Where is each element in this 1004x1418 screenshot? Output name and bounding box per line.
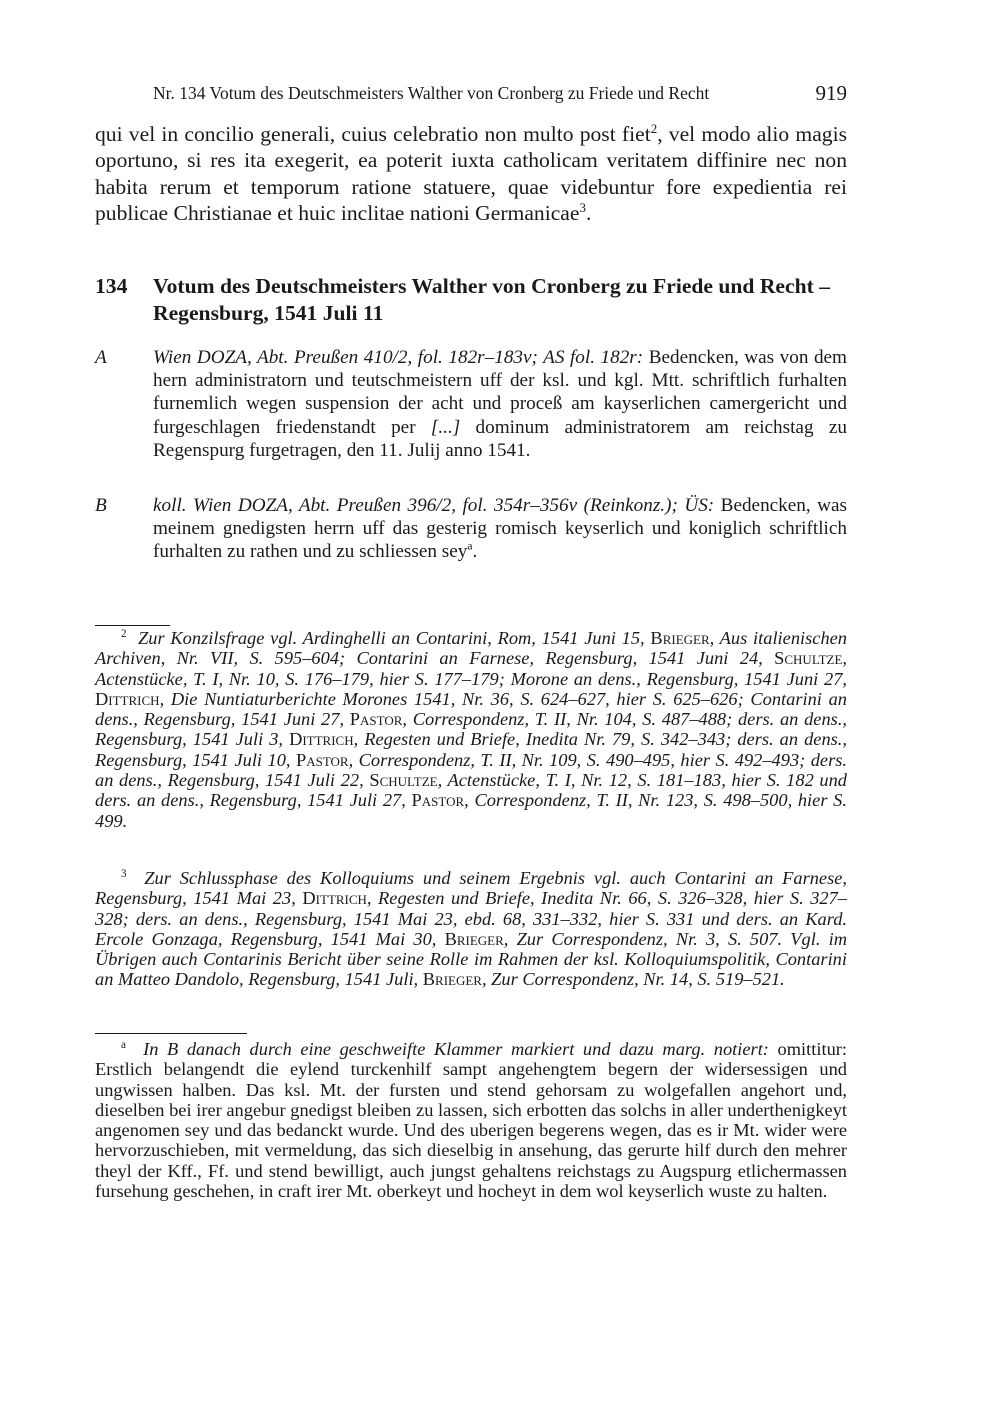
author-name: Schultze xyxy=(774,648,843,669)
footnote-text: , Regesten und Briefe, Inedita Nr. 66, S. 326–328, hier S. 327–328; ders. an dens., Regensburg, 1541 Mai 23, ebd. 68, 331–332, hier S. 331 und ders. an Kard. Ercole Gonzaga, Regensburg, 1541 Mai 30, xyxy=(95,888,847,949)
source-siglum: B xyxy=(95,495,107,516)
source-description: Bedencken, was meinem gnedigsten herrn uff das gesterig romisch keyserlich und koniglich schriftlich furhalten zu rathen und zu schliessen sey xyxy=(153,495,847,563)
textnote-a xyxy=(95,1039,847,1201)
author-name: Brieger xyxy=(444,928,504,949)
author-name: Dittrich xyxy=(95,688,160,709)
footnote-text: , Die Nuntiaturberichte Morones 1541, Nr. 36, S. 624–627, hier S. 625–626; Contarini an dens., Regensburg, 1541 Juni 27, xyxy=(95,688,847,730)
author-name: Brieger xyxy=(422,969,482,990)
footnote-text: , Actenstücke, T. I, Nr. 12, S. 181–183, hier S. 182 und ders. an dens., Regensburg, 1541 Juli 27, xyxy=(95,770,848,811)
source-description: Bedencken, was von dem hern administratorn und teutschmeistern uff der ksl. und kgl. Mtt. schriftlich furhalten furnemlich wegen suspension der acht und proceß am kayserlichen camergericht und furgeschlagen friedenstandt per xyxy=(153,347,847,438)
document-heading xyxy=(95,273,847,327)
footnote-text: , Aus italienischen Archiven, Nr. VII, S. 595–604; Contarini an Farnese, Regensburg, 1541 Juni 24, xyxy=(95,628,848,669)
footnote-ref-2[interactable]: 2 xyxy=(650,120,658,136)
source-archive: koll. Wien DOZA, Abt. Preußen 396/2, fol. 354r–356v (Reinkonz.); ÜS: xyxy=(153,495,715,516)
textnote-editorial: In B danach durch eine geschweifte Klammer markiert und dazu marg. notiert: xyxy=(143,1039,769,1059)
footnote-separator xyxy=(95,625,170,626)
source-archive: Wien DOZA, Abt. Preußen 410/2, fol. 182r–183v; AS fol. 182r: xyxy=(153,347,644,368)
author-name: Dittrich xyxy=(289,729,354,750)
source-entry-b xyxy=(95,494,847,564)
textnote-ref-a[interactable]: a xyxy=(467,541,473,554)
author-name: Pastor xyxy=(411,790,465,811)
author-name: Dittrich xyxy=(302,888,367,909)
footnote-marker: 3 xyxy=(121,867,127,880)
author-name: Schultze xyxy=(369,770,438,791)
footnote-2 xyxy=(95,628,847,831)
document-number: 134 xyxy=(95,274,128,298)
footnote-ref-3[interactable]: 3 xyxy=(579,200,586,216)
textnote-text: omittitur: Erstlich belangendt die eylend turckenhilf sampt angehengtem begern der widersessigen und ungwissen halben. Das ksl. Mt. der fursten und stend gehorsam zu wolgefallen angehort und, dieselben bei irer angebur gnedigst bleiben zu lassen, sich erbotten das solchs in aller underthenigkeyt angenomen sey und das bedanckt wurde. Und des uberigen begerens wegen, das es ir Mt. wider were hervorzuschieben, mit vermeldung, das sich dieselbig in ansehung, das gerurte hilf durch den mehrer theyl der Kff., Ff. und stend bewilligt, auch jungst gehaltens reichstags zu Augspurg etlichermassen fursehung geschehen, in craft irer Mt. oberkeyt und hocheyt in dem wol keyserlich wuste zu halten. xyxy=(95,1039,848,1202)
footnote-marker: 2 xyxy=(121,627,127,640)
running-head xyxy=(153,80,847,106)
footnote-text: Zur Konzilsfrage vgl. Ardinghelli an Contarini, Rom, 1541 Juni 15, xyxy=(138,628,651,648)
footnote-3 xyxy=(95,868,847,990)
source-text xyxy=(153,494,847,564)
footnote-text: , Zur Correspondenz, Nr. 14, S. 519–521. xyxy=(481,969,785,990)
footnote-text: , Zur Correspondenz, Nr. 3, S. 507. Vgl. im Übrigen auch Contarinis Bericht über seine Rolle im Rahmen der ksl. Kolloquiumspolitik, Contarini an Matteo Dandolo, Regensburg, 1541 Juli, xyxy=(95,928,847,990)
footnote-text: , Correspondenz, T. II, Nr. 104, S. 487–488; ders. an dens., Regensburg, 1541 Juli 3, xyxy=(95,709,848,750)
author-name: Pastor xyxy=(295,749,349,770)
body-text-part: , vel modo alio magis oportuno, si res ita exegerit, ea poterit iuxta catholicam veritatem diffinire nec non habita rerum et temporum ratione statuere, quae videbuntur fore expedientia rei publicae Christianae et huic inclitae nationi Germanicae xyxy=(95,122,847,226)
textnote-separator xyxy=(95,1033,247,1034)
body-text-part: . xyxy=(585,201,592,226)
footnote-text: Zur Schlussphase des Kolloquiums und seinem Ergebnis vgl. auch Contarini an Farnese, Regensburg, 1541 Mai 23, xyxy=(95,868,847,909)
source-text xyxy=(153,346,847,462)
page-number: 919 xyxy=(815,81,847,105)
source-siglum: A xyxy=(95,347,107,368)
source-description: dominum administratorem am reichstag zu Regenspurg furgetragen, den 11. Julij anno 1541. xyxy=(153,416,847,461)
running-head-title: Nr. 134 Votum des Deutschmeisters Walther von Cronberg zu Friede und Recht xyxy=(153,83,710,103)
body-text-part: qui vel in concilio generali, cuius celebratio non multo post fiet xyxy=(95,122,651,146)
source-description: . xyxy=(472,541,478,563)
footnote-text: , Correspondenz, T. II, Nr. 109, S. 490–495, hier S. 492–493; ders. an dens., Regensburg, 1541 Juli 22, xyxy=(95,749,847,791)
footnote-text: , Regesten und Briefe, Inedita Nr. 79, S. 342–343; ders. an dens., Regensburg, 1541 Juli 10, xyxy=(95,729,847,770)
author-name: Pastor xyxy=(349,709,403,730)
source-entry-a xyxy=(95,346,847,462)
document-title: Votum des Deutschmeisters Walther von Cronberg zu Friede und Recht – Regensburg, 1541 Juli 11 xyxy=(153,274,830,325)
footnote-text: , Correspondenz, T. II, Nr. 123, S. 498–500, hier S. 499. xyxy=(95,790,847,831)
footnote-text: , Actenstücke, T. I, Nr. 10, S. 176–179, hier S. 177–179; Morone an dens., Regensburg, 1541 Juni 27, xyxy=(95,648,847,689)
body-paragraph xyxy=(95,121,847,227)
author-name: Brieger xyxy=(650,628,710,648)
omission-mark: [...] xyxy=(430,416,461,438)
textnote-marker: a xyxy=(121,1038,126,1051)
